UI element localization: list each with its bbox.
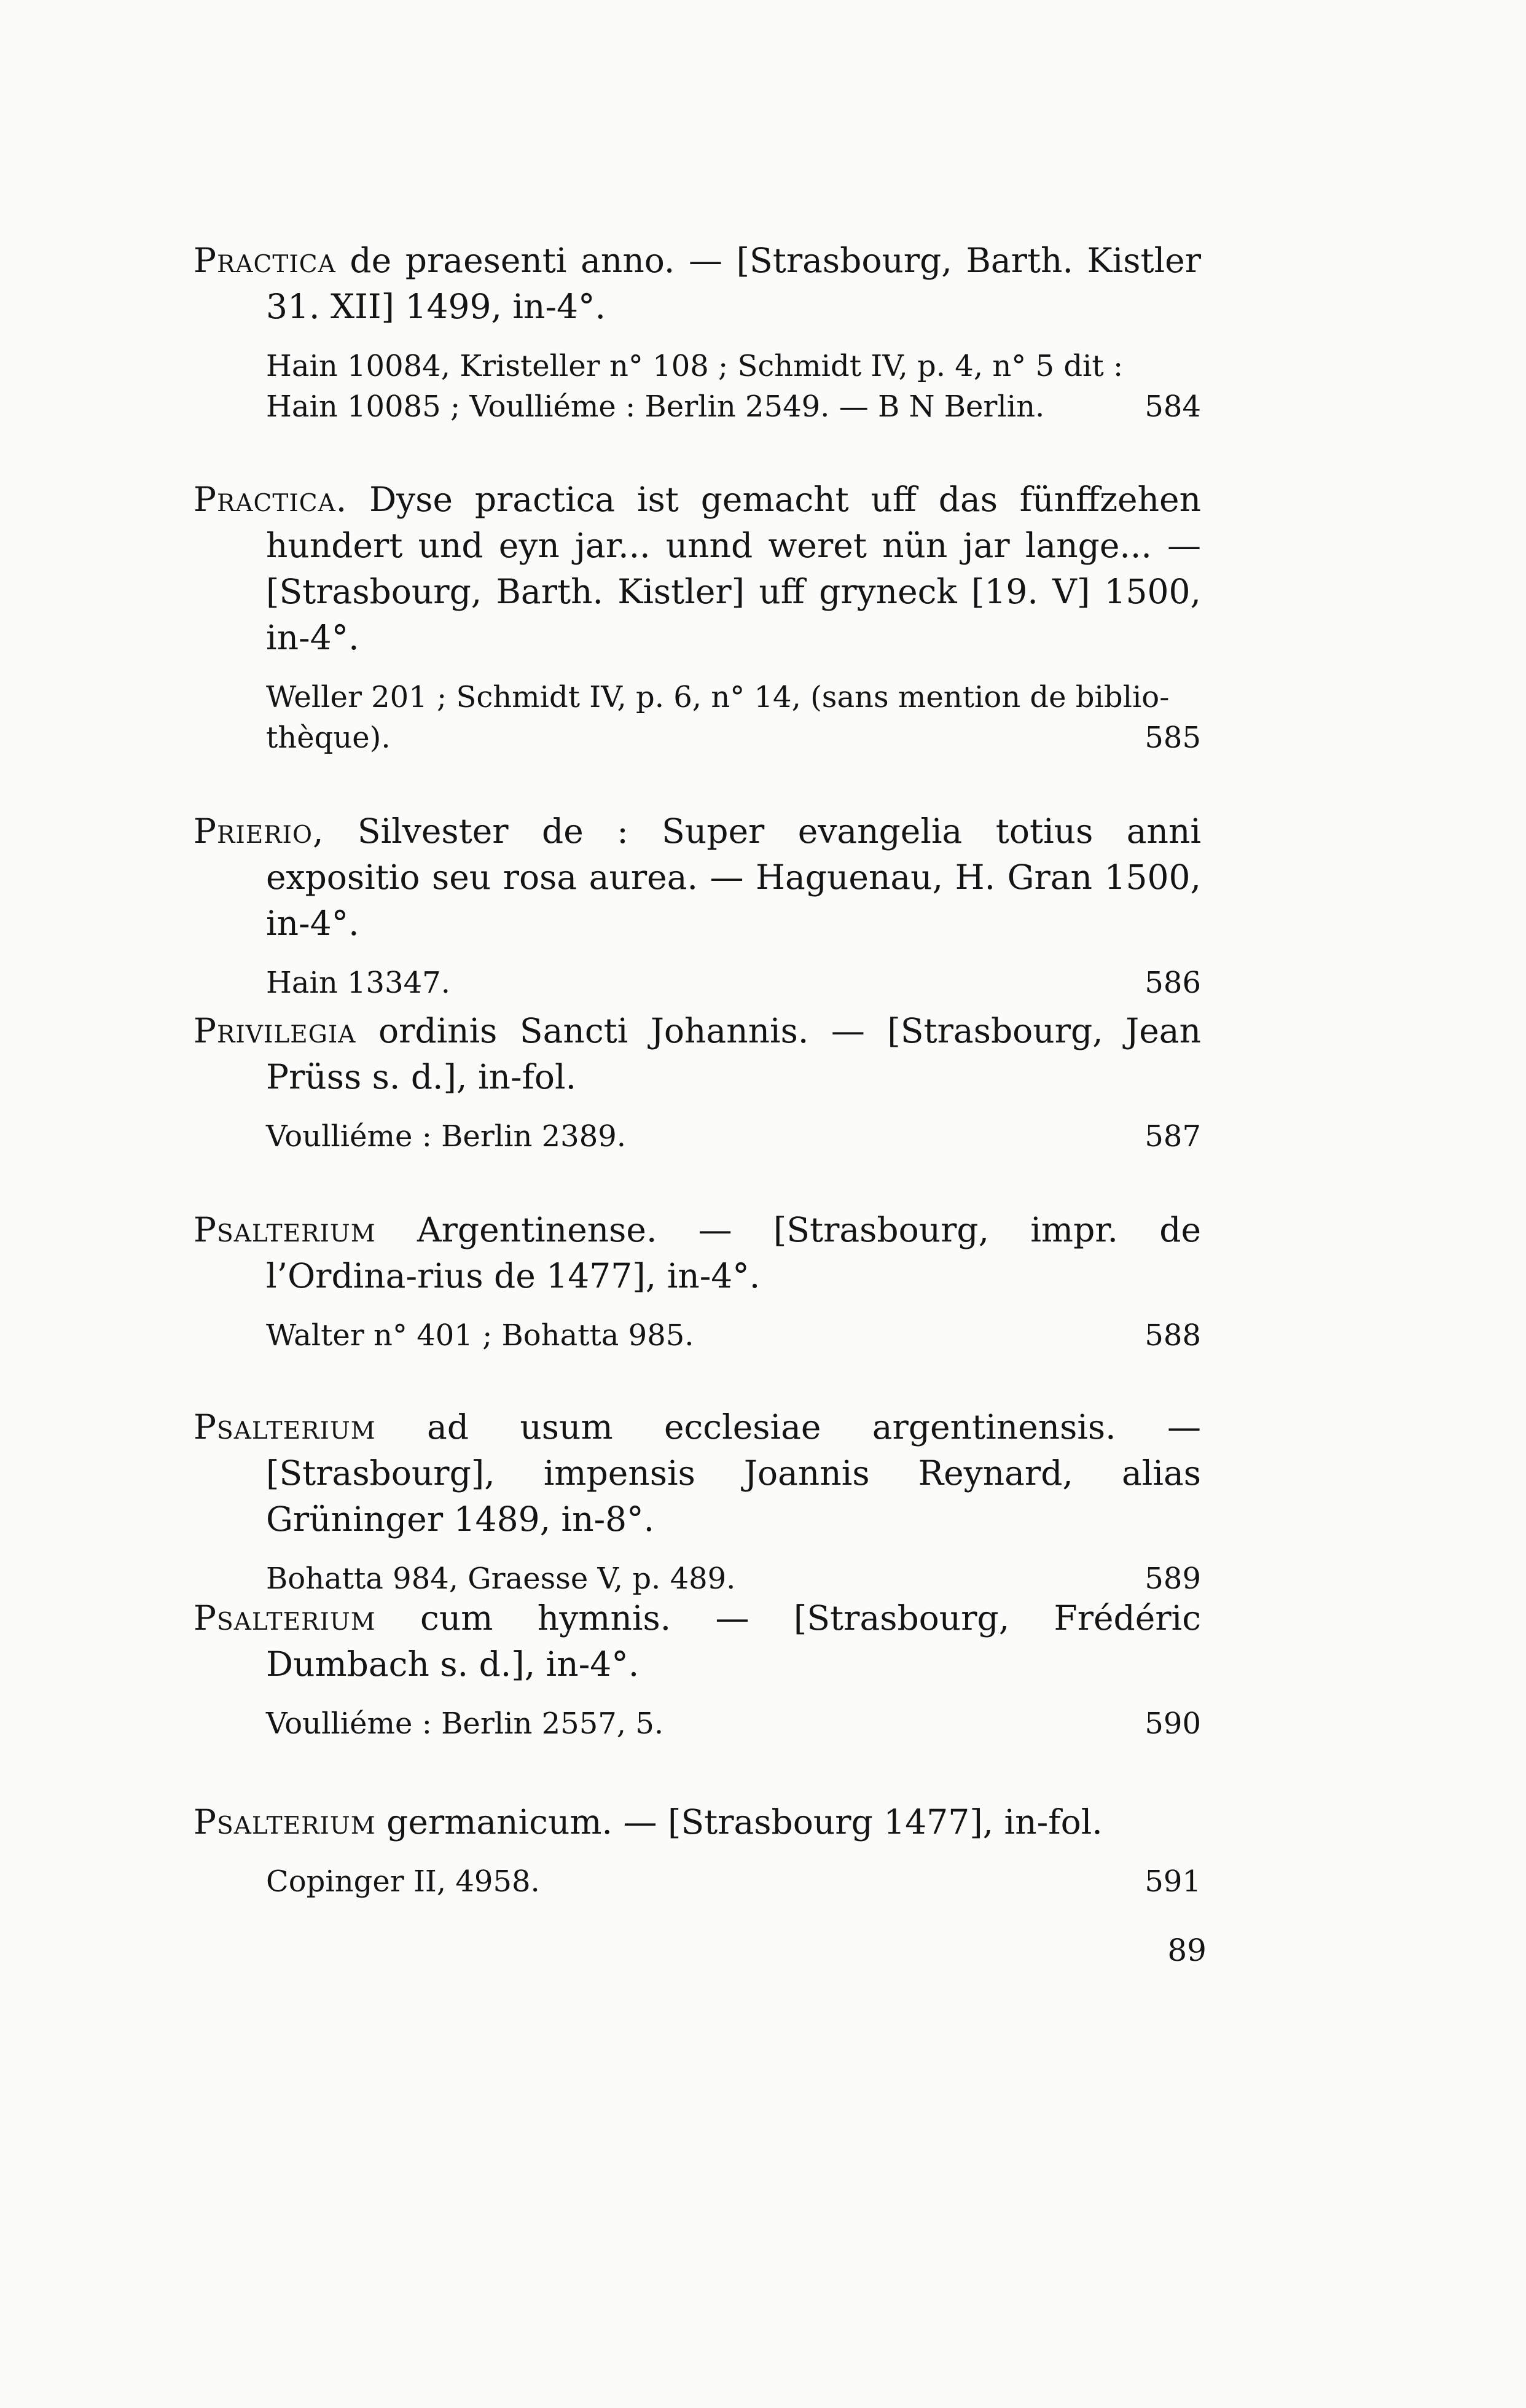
entry-number: 585 <box>1144 721 1201 755</box>
catalog-entry-586 <box>194 808 1201 1003</box>
entry-title: Practica <box>194 241 336 280</box>
entry-reference <box>266 1116 1201 1157</box>
entry-reference <box>266 677 1201 758</box>
entry-number: 586 <box>1144 966 1201 1000</box>
page-number: 89 <box>1167 1933 1207 1968</box>
reference-text: Voulliéme : Berlin 2557, 5. <box>266 1706 664 1741</box>
reference-text: Bohatta 984, Graesse V, p. 489. <box>266 1562 736 1596</box>
entry-text: ordinis Sancti Johannis. — [Strasbourg, Jean Prüss s. d.], in-fol. <box>266 1011 1201 1096</box>
entry-heading <box>194 1799 1201 1845</box>
entry-heading <box>194 1008 1201 1100</box>
entry-title: Practica. <box>194 480 348 519</box>
entry-text: ad usum ecclesiae argentinensis. — [Strasbourg], impensis Joannis Reynard, alias Grüninger 1489, in-8°. <box>266 1407 1201 1539</box>
entry-number: 589 <box>1144 1562 1201 1596</box>
reference-text: Walter n° 401 ; Bohatta 985. <box>266 1318 694 1353</box>
catalog-entry-587 <box>194 1008 1201 1157</box>
entry-heading <box>194 1207 1201 1299</box>
entry-heading <box>194 1404 1201 1542</box>
entry-text: de praesenti anno. — [Strasbourg, Barth. Kistler 31. XII] 1499, in-4°. <box>266 241 1201 326</box>
entry-heading <box>194 808 1201 947</box>
entry-text: germanicum. — [Strasbourg 1477], in-fol. <box>375 1802 1103 1842</box>
reference-text: Hain 13347. <box>266 966 450 1000</box>
entry-title: Psalterium <box>194 1802 376 1842</box>
entry-title: Psalterium <box>194 1210 376 1249</box>
entry-heading <box>194 238 1201 330</box>
reference-text: Hain 10084, Kristeller n° 108 ; Schmidt IV, p. 4, n° 5 dit : Hain 10085 ; Voulliéme : Berlin 2549. — B N Berlin. <box>266 349 1124 424</box>
entry-reference <box>266 1315 1201 1356</box>
catalog-entry-589 <box>194 1404 1201 1599</box>
entry-reference <box>266 346 1201 427</box>
entry-number: 591 <box>1144 1864 1201 1899</box>
catalog-entry-588 <box>194 1207 1201 1356</box>
entry-reference <box>266 1558 1201 1599</box>
reference-text: Weller 201 ; Schmidt IV, p. 6, n° 14, (sans mention de biblio-thèque). <box>266 680 1170 755</box>
entry-reference <box>266 1703 1201 1744</box>
entry-reference <box>266 963 1201 1003</box>
catalog-entry-584 <box>194 238 1201 427</box>
entry-number: 584 <box>1144 389 1201 424</box>
reference-text: Copinger II, 4958. <box>266 1864 540 1899</box>
entry-title: Privilegia <box>194 1011 356 1050</box>
entry-title: Psalterium <box>194 1407 376 1447</box>
entry-number: 588 <box>1144 1318 1201 1353</box>
entry-heading <box>194 1595 1201 1687</box>
entry-text: Silvester de : Super evangelia totius anni expositio seu rosa aurea. — Haguenau, H. Gran 1500, in-4°. <box>266 811 1201 943</box>
reference-text: Voulliéme : Berlin 2389. <box>266 1119 627 1154</box>
catalog-entry-590 <box>194 1595 1201 1744</box>
entry-title: Prierio, <box>194 811 324 851</box>
catalog-entry-591 <box>194 1799 1201 1902</box>
entry-reference <box>266 1861 1201 1902</box>
entry-title: Psalterium <box>194 1598 376 1638</box>
entry-text: Dyse practica ist gemacht uff das fünffzehen hundert und eyn jar... unnd weret nün jar lange... — [Strasbourg, Barth. Kistler] uff gryneck [19. V] 1500, in-4°. <box>266 480 1201 657</box>
entry-number: 590 <box>1144 1706 1201 1741</box>
entry-text: cum hymnis. — [Strasbourg, Frédéric Dumbach s. d.], in-4°. <box>266 1598 1201 1684</box>
entry-heading <box>194 477 1201 661</box>
catalog-entry-585 <box>194 477 1201 758</box>
entry-number: 587 <box>1144 1119 1201 1154</box>
entry-text: Argentinense. — [Strasbourg, impr. de l’Ordina-rius de 1477], in-4°. <box>266 1210 1201 1296</box>
